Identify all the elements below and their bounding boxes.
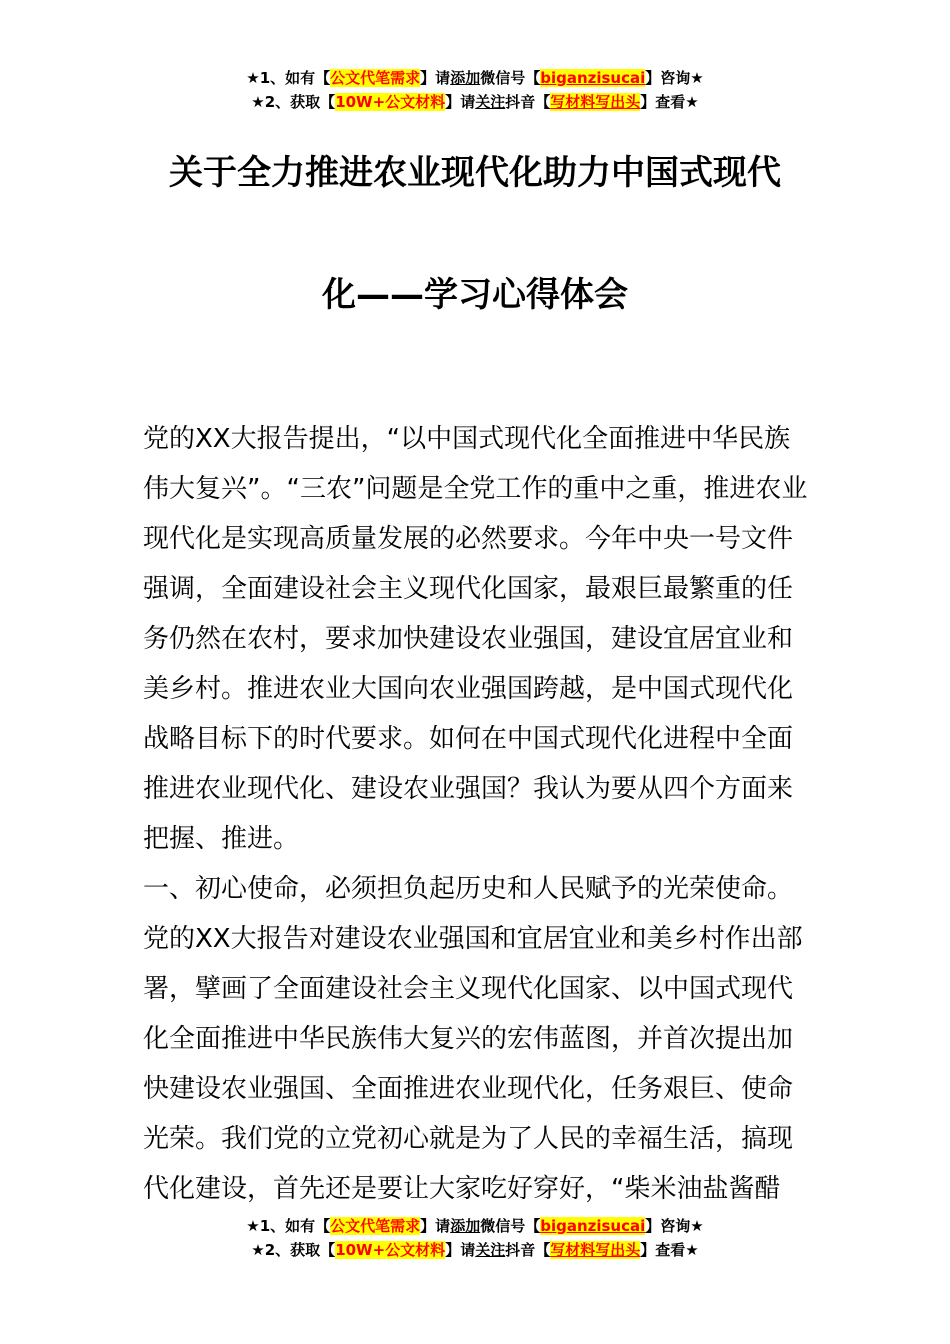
underlined-follow: 关注 (475, 1241, 506, 1259)
underlined-add: 添加 (450, 69, 481, 87)
highlight-materials: 10W+公文材料 (335, 1241, 446, 1259)
section-heading-1: 一、初心使命，必须担负起历史和人民赋予的光荣使命。 (143, 874, 794, 904)
banner-line-1: ★1、如有【公文代笔需求】请添加微信号【biganzisucai】咨询★ (246, 1217, 704, 1235)
underlined-add: 添加 (450, 1217, 481, 1235)
underlined-follow: 关注 (475, 93, 506, 111)
highlight-wechat-id: biganzisucai (540, 69, 646, 87)
top-banner (0, 66, 950, 114)
banner-line-2: ★2、获取【10W+公文材料】请关注抖音【写材料写出头】查看★ (251, 1241, 699, 1259)
banner-line-1: ★1、如有【公文代笔需求】请添加微信号【biganzisucai】咨询★ (246, 69, 704, 87)
bottom-banner (0, 1214, 950, 1262)
banner-line-2: ★2、获取【10W+公文材料】请关注抖音【写材料写出头】查看★ (251, 93, 699, 111)
highlight-douyin-account: 写材料写出头 (550, 1241, 641, 1259)
highlight-materials: 10W+公文材料 (335, 93, 446, 111)
paragraph-section-1: 党的XX大报告对建设农业强国和宜居宜业和美乡村作出部署，擘画了全面建设社会主义现代化国家、以中国式现代化全面推进中华民族伟大复兴的宏伟蓝图，并首次提出加快建设农业强国、全面推进农业现代化，任务艰巨、使命光荣。我们党的立党初心就是为了人民的幸福生活，搞现代化建设，首先还是要让大家吃好穿好，“柴米油盐酱醋 (143, 924, 803, 1204)
highlight-writing-service: 公文代笔需求 (330, 1217, 421, 1235)
highlight-douyin-account: 写材料写出头 (550, 93, 641, 111)
highlight-wechat-id: biganzisucai (540, 1217, 646, 1235)
paragraph-intro: 党的XX大报告提出，“以中国式现代化全面推进中华民族伟大复兴”。“三农”问题是全党工作的重中之重，推进农业现代化是实现高质量发展的必然要求。今年中央一号文件强调，全面建设社会主义现代化国家，最艰巨最繁重的任务仍然在农村，要求加快建设农业强国，建设宜居宜业和美乡村。推进农业大国向农业强国跨越，是中国式现代化战略目标下的时代要求。如何在中国式现代化进程中全面推进农业现代化、建设农业强国？我认为要从四个方面来把握、推进。 (143, 424, 808, 854)
document-body (143, 414, 811, 1214)
highlight-writing-service: 公文代笔需求 (330, 69, 421, 87)
document-title-line-2: 化——学习心得体会 (322, 275, 628, 315)
document-title-line-1: 关于全力推进农业现代化助力中国式现代 (169, 153, 781, 193)
